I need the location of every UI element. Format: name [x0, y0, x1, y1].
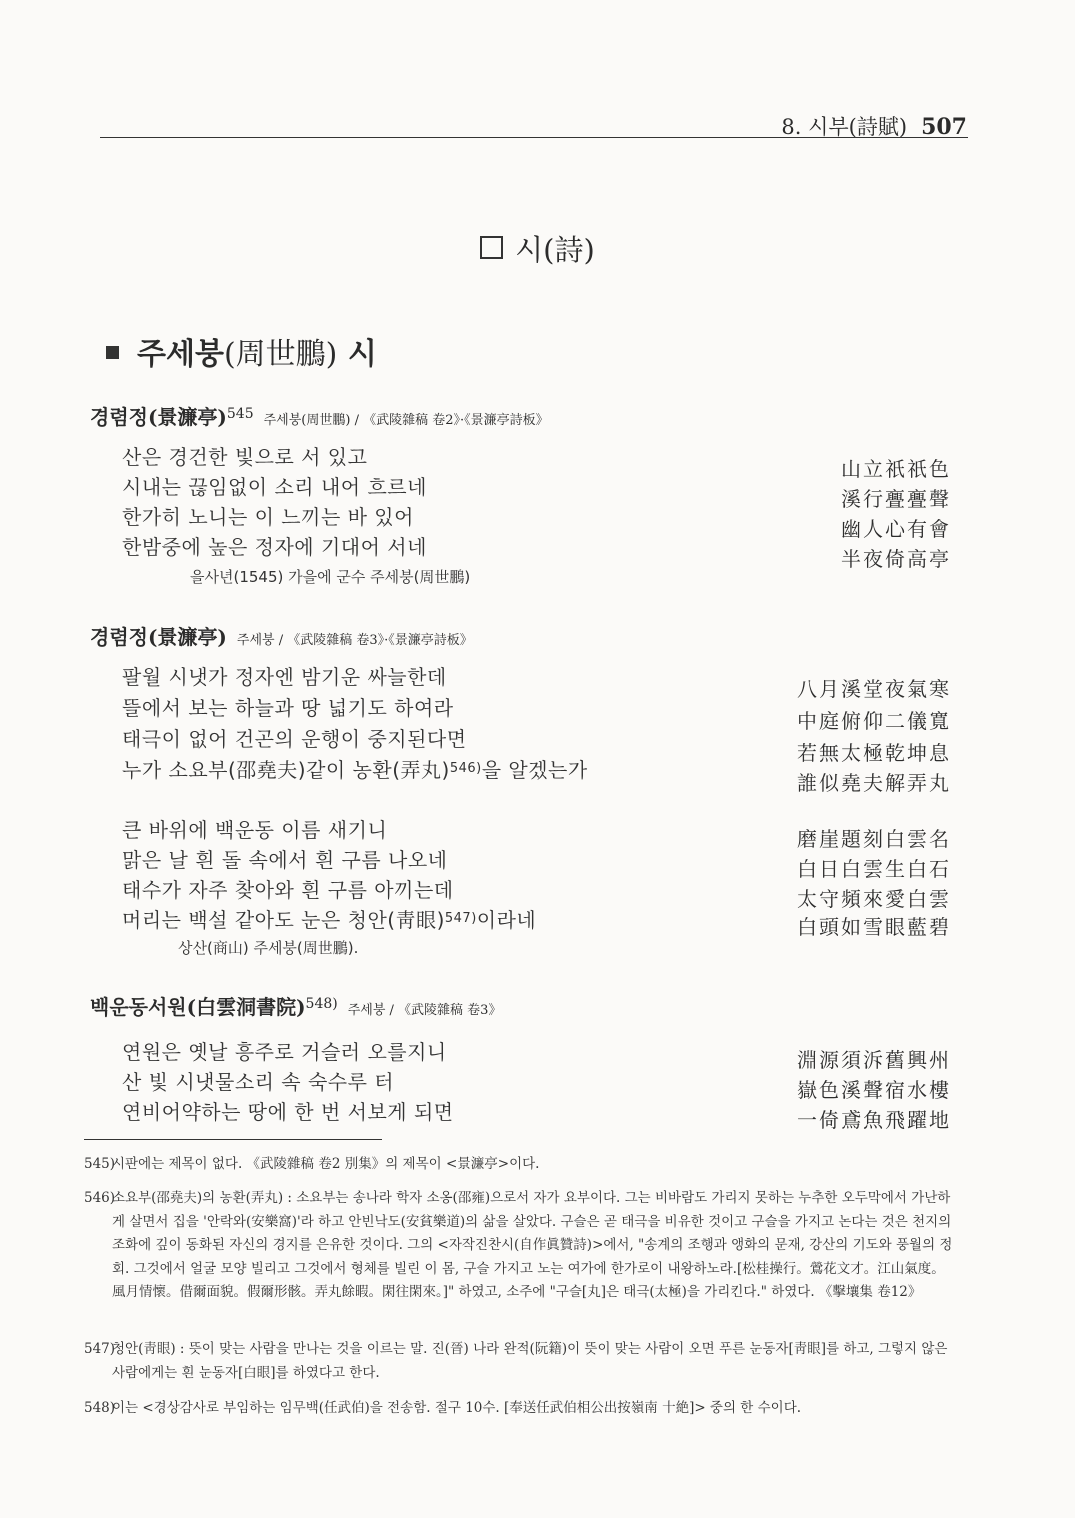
poem-source: 주세붕(周世鵬) / 《武陵雜稿 卷2》·《景濂亭詩板》: [263, 413, 549, 428]
hanja-line: 太守頻來愛白雲: [797, 887, 951, 911]
page-number: 507: [921, 114, 967, 140]
hanja-line: 山立祇祇色: [841, 457, 951, 481]
hanja-line: 淵源須泝舊興州: [797, 1048, 951, 1072]
chapter-label: 8. 시부(詩賦): [781, 115, 908, 139]
korean-line: 팔월 시냇가 정자엔 밤기운 싸늘한데: [122, 665, 447, 689]
poem-title: 경렴정(景濂亭)$^{545}$ 주세붕(周世鵬) / 《武陵雜稿 卷2》·《景濂亭詩板》: [90, 405, 549, 429]
hanja-line: 幽人心有會: [841, 517, 951, 541]
footnote-number: 545): [84, 1156, 116, 1172]
hanja-line: 嶽色溪聲宿水樓: [797, 1078, 951, 1102]
korean-line: 한밤중에 높은 정자에 기대어 서네: [122, 535, 427, 559]
hanja-line: 白日白雲生白石: [797, 857, 951, 881]
korean-line: 한가히 노니는 이 느끼는 바 있어: [122, 505, 414, 529]
korean-line: 태수가 자주 찾아와 흰 구름 아끼는데: [122, 878, 454, 902]
korean-line: 태극이 없어 건곤의 운행이 중지된다면: [122, 727, 467, 751]
poem-source: 주세붕 / 《武陵雜稿 卷3》·《景濂亭詩板》: [236, 633, 473, 648]
author-heading: 주세붕(周世鵬) 시: [106, 329, 377, 373]
hanja-line: 磨崖題刻白雲名: [797, 827, 951, 851]
korean-line: 산 빛 시냇물소리 속 숙수루 터: [122, 1070, 395, 1094]
footnote-rule: [84, 1139, 382, 1140]
poem-source: 주세붕 / 《武陵雜稿 卷3》: [347, 1003, 502, 1018]
bullet-square-icon: [106, 346, 119, 359]
korean-line: 연비어약하는 땅에 한 번 서보게 되면: [122, 1100, 454, 1124]
poem-title: 경렴정(景濂亭) 주세붕 / 《武陵雜稿 卷3》·《景濂亭詩板》: [90, 625, 473, 649]
footnote-ref: 546): [449, 761, 482, 776]
poem-title: 백운동서원(白雲洞書院)$^{548)}$ 주세붕 / 《武陵雜稿 卷3》: [90, 995, 502, 1019]
hanja-line: 白頭如雪眼藍碧: [797, 915, 951, 939]
footnote-ref: 545: [226, 406, 254, 422]
footnote-text: 이는 <경상감사로 부임하는 임무백(任武伯)을 전송함. 절구 10수. [奉送任武伯相公出按嶺南 十絶]> 중의 한 수이다.: [112, 1400, 802, 1416]
hanja-line: 溪行亹亹聲: [841, 487, 951, 511]
korean-line: 맑은 날 흰 돌 속에서 흰 구름 나오네: [122, 848, 448, 872]
header-rule: [100, 137, 968, 138]
footnote: [84, 1397, 954, 1421]
hanja-line: 若無太極乾坤息: [797, 741, 951, 765]
footnote-number: 547): [84, 1341, 116, 1357]
korean-line: 머리는 백설 같아도 눈은 청안(靑眼)$^{547)}$이라네: [122, 908, 537, 932]
hanja-line: 半夜倚高亭: [841, 547, 951, 571]
checkbox-square-icon: [480, 236, 503, 259]
footnote-text: 시판에는 제목이 없다. 《武陵雜稿 卷2 別集》의 제목이 <景濂亭>이다.: [112, 1156, 540, 1172]
poem-signature: 상산(商山) 주세붕(周世鵬).: [178, 939, 359, 957]
hanja-line: 中庭俯仰二儀寬: [797, 709, 951, 733]
hanja-line: 一倚鳶魚飛躍地: [797, 1108, 951, 1132]
korean-line: 누가 소요부(邵堯夫)같이 농환(弄丸)$^{546)}$을 알겠는가: [122, 758, 588, 782]
korean-line: 산은 경건한 빛으로 서 있고: [122, 445, 368, 469]
footnote: [84, 1153, 954, 1177]
korean-line: 큰 바위에 백운동 이름 새기니: [122, 818, 388, 842]
footnote-text: 청안(靑眼) : 뜻이 맞는 사람을 만나는 것을 이르는 말. 진(晉) 나라 완적(阮籍)이 뜻이 맞는 사람이 오면 푸른 눈동자[靑眼]를 하고, 그렇지 않은 사람에게는 흰 눈동자[白眼]를 하였다고 한다.: [112, 1341, 948, 1381]
footnote-text: 소요부(邵堯夫)의 농환(弄丸) : 소요부는 송나라 학자 소옹(邵雍)으로서 자가 요부이다. 그는 비바람도 가리지 못하는 누추한 오두막에서 가난하게 살면서 집을 '안락와(安樂窩)'라 하고 안빈낙도(安貧樂道)의 삶을 살았다. 구슬은 곧 태극을 비유한 것이고 구슬을 가지고 논다는 것은 천지의 조화에 깊이 동화된 자신의 경지를 은유한 것이다. 그의 <자작진찬시(自作眞贊詩)>에서, "송계의 조행과 앵화의 문재, 강산의 기도와 풍월의 정회. 그것에서 얼굴 모양 빌리고 그것에서 형체를 빌린 이 몸, 구슬 가지고 노는 여가에 한가로이 내왕하노라.[松桂操行。鶯花文才。江山氣度。風月情懷。借爾面貌。假爾形骸。弄丸餘暇。閑往閑來。]" 하였고, 소주에 "구슬[丸]은 태극(太極)을 가리킨다." 하였다. 《擊壤集 卷12》: [112, 1190, 953, 1300]
footnote-number: 548): [84, 1400, 116, 1416]
footnote-number: 546): [84, 1190, 116, 1206]
korean-line: 시내는 끊임없이 소리 내어 흐르네: [122, 475, 427, 499]
korean-line: 연원은 옛날 흥주로 거슬러 오를지니: [122, 1040, 447, 1064]
footnote-ref: 548): [305, 996, 338, 1012]
footnote: [84, 1338, 954, 1385]
footnote-ref: 547): [444, 911, 477, 926]
hanja-line: 誰似堯夫解弄丸: [797, 771, 951, 795]
hanja-line: 八月溪堂夜氣寒: [797, 677, 951, 701]
footnote: [84, 1187, 954, 1305]
poem-signature: 을사년(1545) 가을에 군수 주세붕(周世鵬): [190, 568, 471, 586]
korean-line: 뜰에서 보는 하늘과 땅 넓기도 하여라: [122, 696, 454, 720]
section-title: 시(詩): [0, 228, 1075, 269]
